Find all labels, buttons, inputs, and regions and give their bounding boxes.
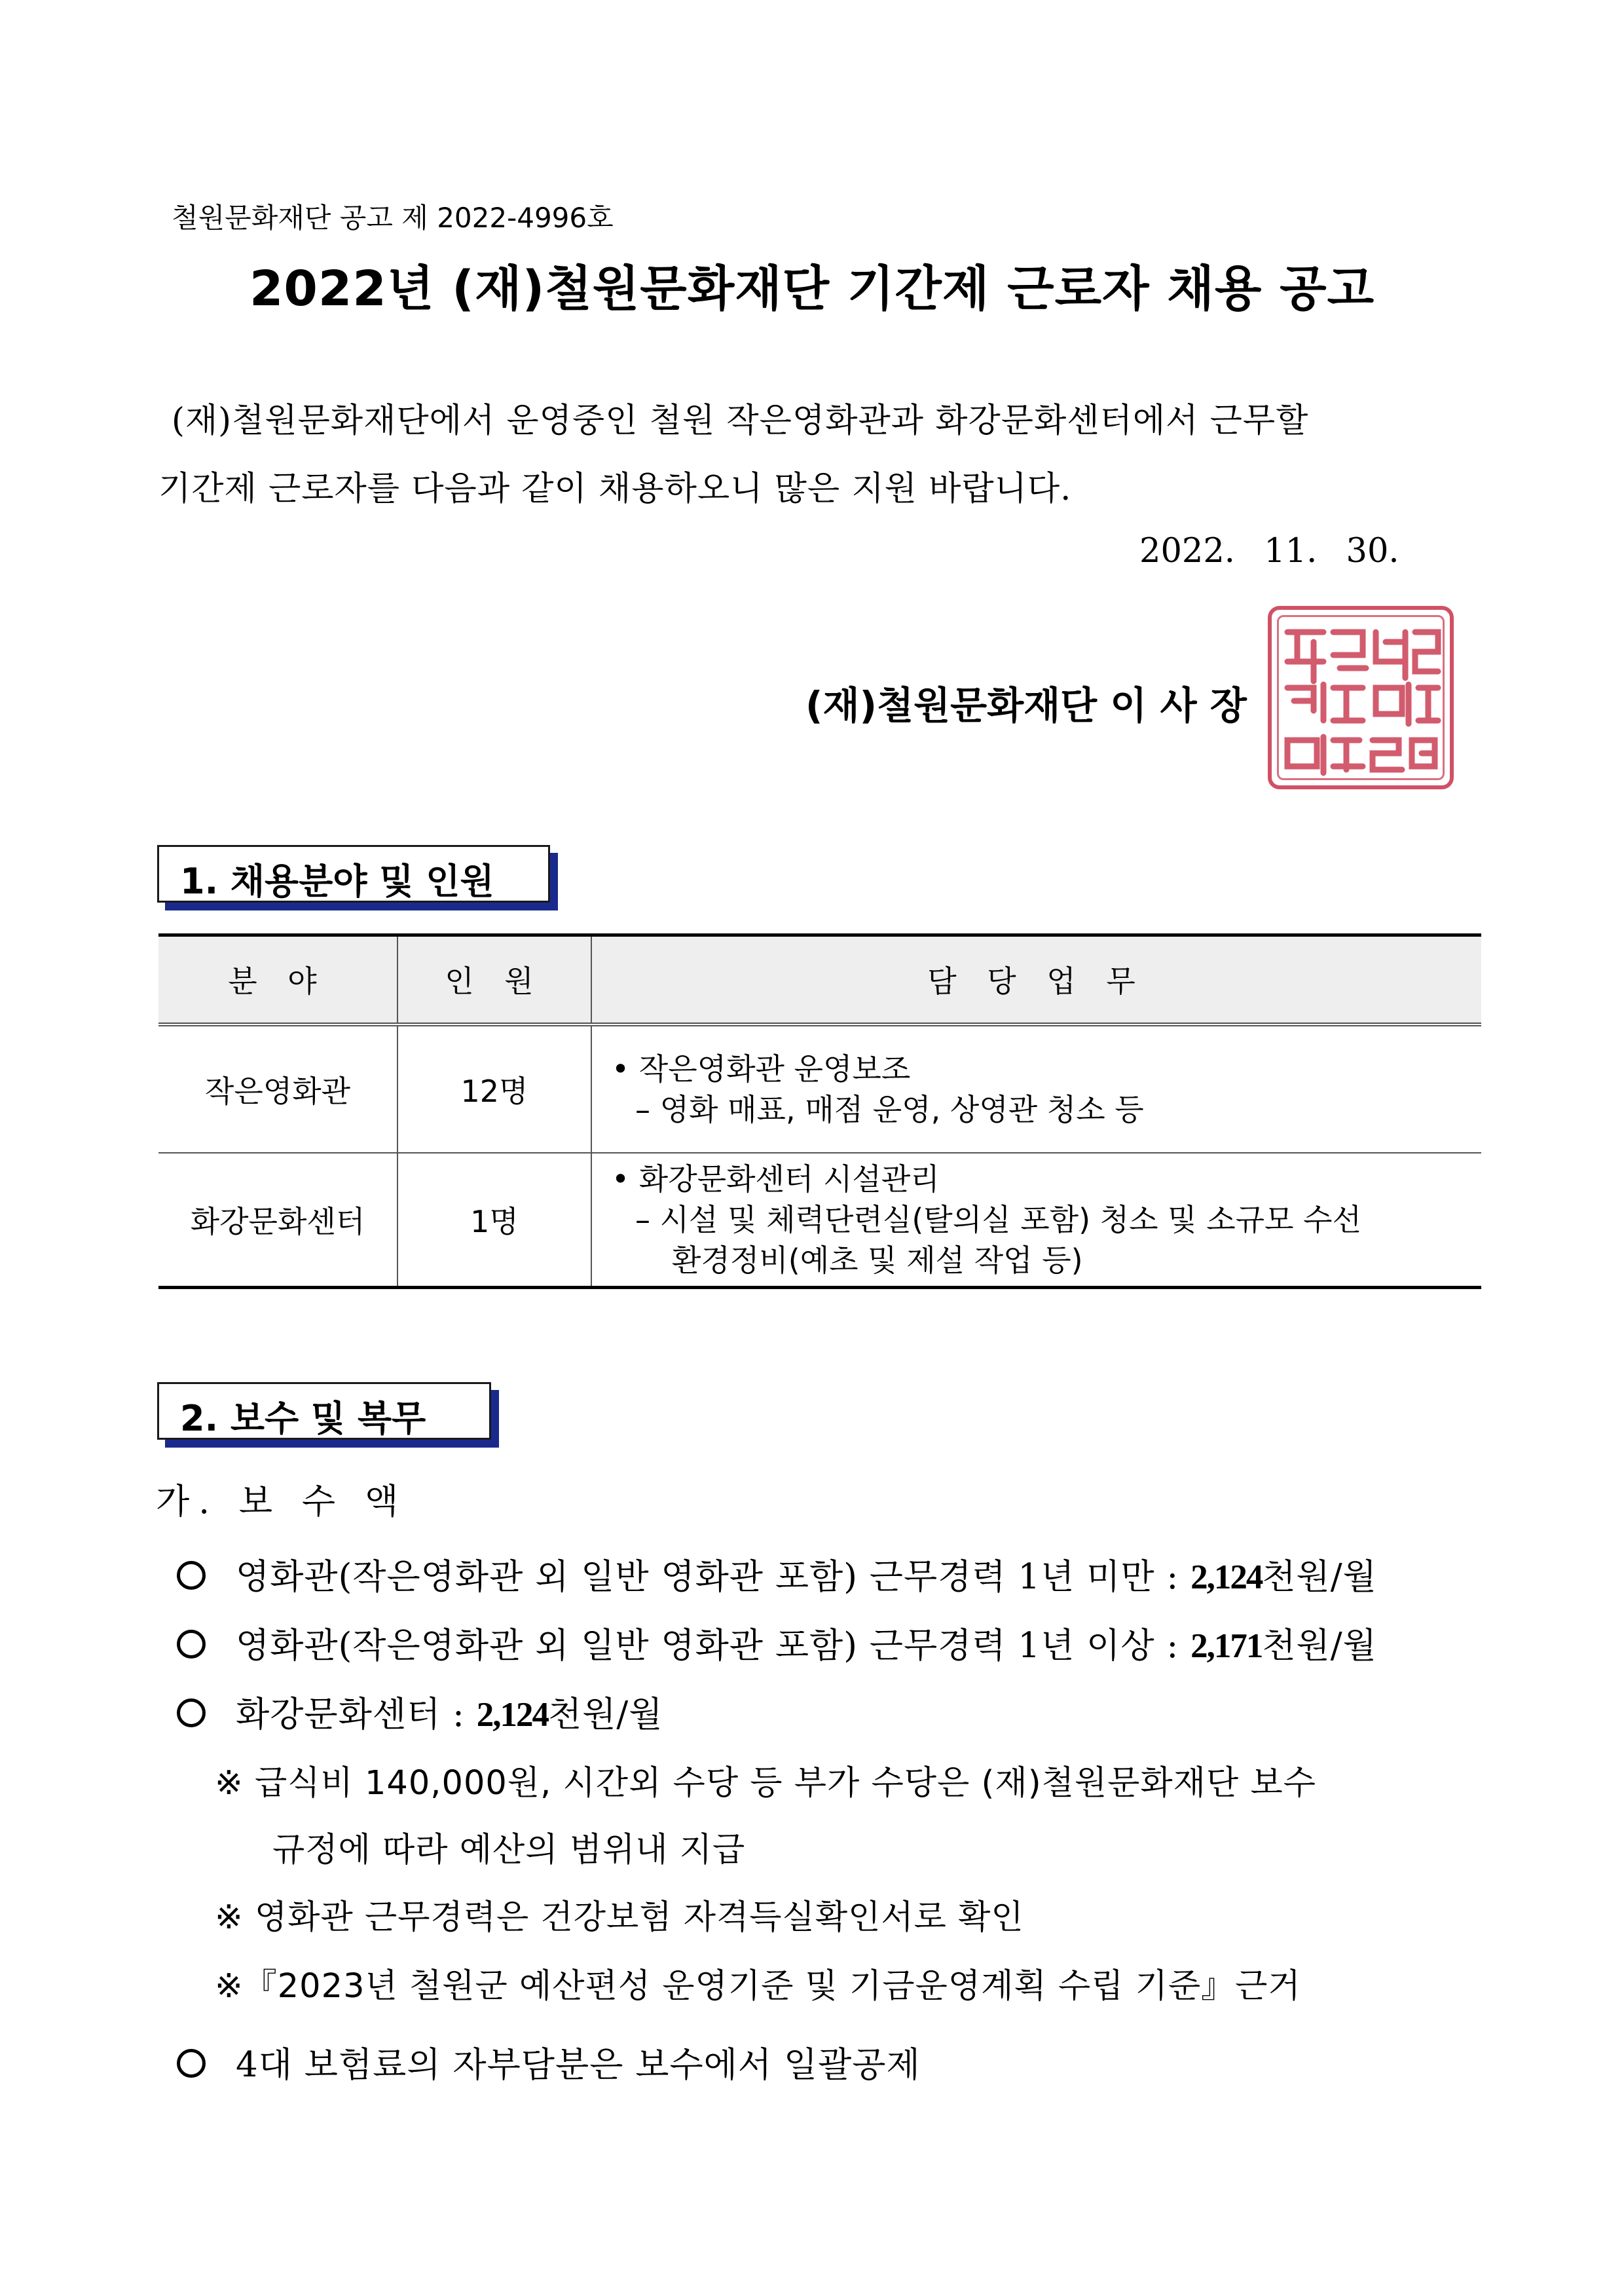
official-seal (1268, 606, 1459, 795)
table-row (158, 1153, 1481, 1288)
duty-sub: – 시설 및 체력단련실(탈의실 포함) 청소 및 소규모 수선 (635, 1201, 1362, 1237)
pay-amount: 2,124 (476, 1696, 548, 1734)
section-1-heading: 1. 채용분야 및 인원 (157, 845, 550, 903)
duty-main: • 작은영화관 운영보조 (612, 1051, 911, 1087)
pay-unit: 천원/월 (1262, 1626, 1377, 1666)
note-budget-basis: ※『2023년 철원군 예산편성 운영기준 및 기금운영계획 수립 기준』근거 (215, 1967, 1301, 2006)
duty-sub-continued: 환경정비(예초 및 제설 작업 등) (672, 1242, 1083, 1278)
header-duties: 담 당 업 무 (591, 935, 1481, 1024)
row-count: 1명 (397, 1153, 591, 1288)
notice-date: 2022. 11. 30. (1139, 532, 1399, 571)
row-duties (591, 1153, 1481, 1288)
header-count: 인 원 (397, 935, 591, 1024)
insurance-item (177, 2037, 921, 2087)
section-2-heading: 2. 보수 및 복무 (157, 1382, 491, 1440)
circle-bullet-icon (177, 1630, 206, 1659)
note-career-verification: ※ 영화관 근무경력은 건강보험 자격득실확인서로 확인 (215, 1898, 1024, 1937)
row-duties (591, 1024, 1481, 1153)
pay-item-text: 화강문화센터 : (236, 1695, 477, 1735)
table-row (158, 1024, 1481, 1153)
pay-amount: 2,171 (1190, 1627, 1263, 1665)
note-meal-allowance: ※ 급식비 140,000원, 시간외 수당 등 부가 수당은 (재)철원문화재단 보수 (215, 1764, 1316, 1803)
header-field: 분 야 (158, 935, 397, 1024)
pay-item-text: 영화관(작은영화관 외 일반 영화관 포함) 근무경력 1년 이상 : (236, 1626, 1191, 1666)
circle-bullet-icon (177, 1561, 206, 1590)
seal-glyphs-icon (1268, 606, 1454, 789)
recruitment-table (158, 933, 1481, 1289)
table-header-row (158, 935, 1481, 1024)
circle-bullet-icon (177, 1698, 206, 1727)
intro-line-1: (재)철원문화재단에서 운영중인 철원 작은영화관과 화강문화센터에서 근무할 (172, 402, 1309, 440)
page-title: 2022년 (재)철원문화재단 기간제 근로자 채용 공고 (249, 261, 1375, 317)
pay-item (177, 1687, 663, 1736)
pay-unit: 천원/월 (548, 1695, 663, 1735)
pay-item-text: 영화관(작은영화관 외 일반 영화관 포함) 근무경력 1년 미만 : (236, 1557, 1191, 1597)
insurance-text: 4대 보험료의 자부담분은 보수에서 일괄공제 (236, 2045, 921, 2085)
pay-item (177, 1618, 1377, 1668)
notice-number: 철원문화재단 공고 제 2022-4996호 (172, 202, 614, 234)
duty-sub: – 영화 매표, 매점 운영, 상영관 청소 등 (635, 1091, 1144, 1127)
circle-bullet-icon (177, 2049, 206, 2078)
pay-amount: 2,124 (1190, 1558, 1263, 1596)
intro-line-2: 기간제 근로자를 다음과 같이 채용하오니 많은 지원 바랍니다. (158, 470, 1072, 508)
note-meal-allowance-continued: 규정에 따라 예산의 범위내 지급 (272, 1831, 746, 1869)
row-field: 화강문화센터 (158, 1153, 397, 1288)
row-count: 12명 (397, 1024, 591, 1153)
pay-unit: 천원/월 (1262, 1557, 1377, 1597)
pay-heading: 가. 보 수 액 (156, 1482, 408, 1522)
duty-main: • 화강문화센터 시설관리 (612, 1161, 940, 1197)
pay-item (177, 1549, 1377, 1599)
signer-title: (재)철원문화재단 이 사 장 (805, 683, 1247, 728)
row-field: 작은영화관 (158, 1024, 397, 1153)
